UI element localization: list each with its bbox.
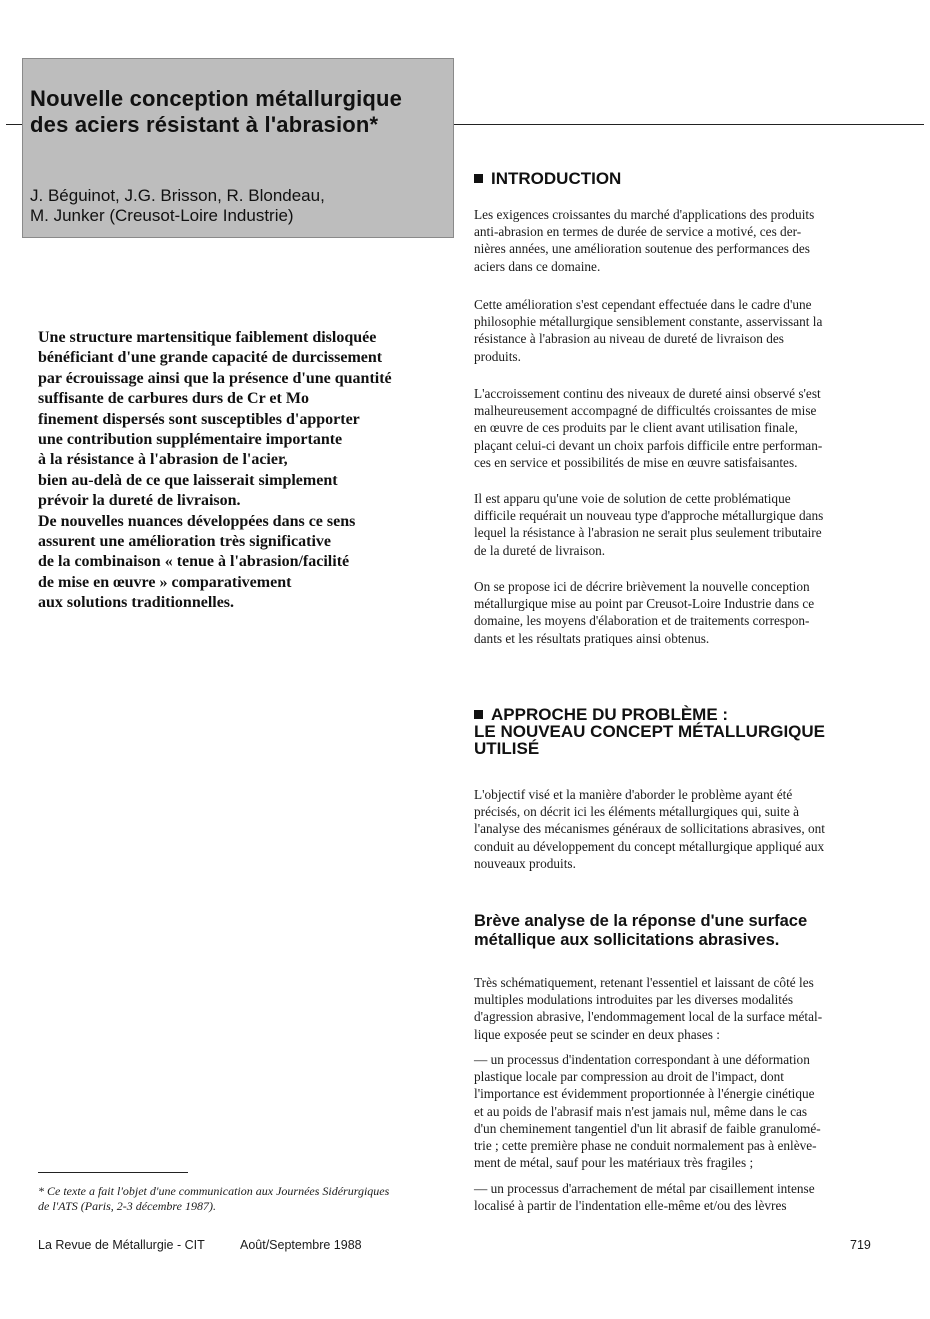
approche-paragraph: L'objectif visé et la manière d'aborder le problème ayant été précisés, on décrit ici les éléments métallurgiques qui, suite à l'analyse des mécanismes généraux de sollicitations abrasives, ont conduit au développement du concept métallurgique appliqué aux nouveaux produits. — [474, 787, 825, 871]
footnote-rule — [38, 1172, 188, 1173]
abstract-line: Une structure martensitique faiblement disloquée — [38, 329, 377, 346]
article-title-line-2: des aciers résistant à l'abrasion* — [30, 112, 379, 137]
abstract-line: bénéficiant d'une grande capacité de durcissement — [38, 349, 383, 367]
breve-list-item-2: — un processus d'arrachement de métal par cisaillement intense localisé à partir de l'indentation elle-même et/ou des lèvres — [474, 1181, 815, 1214]
abstract-line: aux solutions traditionnelles. — [38, 594, 235, 612]
abstract-line: une contribution supplémentaire importante — [38, 431, 343, 449]
authors-line-1: J. Béguinot, J.G. Brisson, R. Blondeau, — [30, 186, 325, 205]
section-heading-approche-line-2: LE NOUVEAU CONCEPT MÉTALLURGIQUE — [474, 722, 826, 741]
intro-paragraph-5: On se propose ici de décrire brièvement la nouvelle conception métallurgique mise au point par Creusot-Loire Industrie dans ce domaine, les moyens d'élaboration et de traitements correspon- dants et les résultats pratiques ainsi obtenus. — [474, 579, 815, 646]
footer-journal: La Revue de Métallurgie - CIT — [38, 1238, 205, 1252]
square-bullet-icon — [474, 710, 483, 719]
abstract-line: à la résistance à l'abrasion de l'acier, — [38, 451, 288, 469]
article-title-line-1: Nouvelle conception métallurgique — [30, 86, 403, 111]
breve-paragraph: Très schématiquement, retenant l'essentiel et laissant de côté les multiples modulations introduites par les diverses modalités d'agression abrasive, l'endommagement local de la surface métal- lique exposée peut se scinder en deux phases : — [474, 975, 823, 1042]
abstract-line: finement dispersés sont susceptibles d'apporter — [38, 410, 360, 428]
abstract-line: assurent une amélioration très significative — [38, 533, 332, 551]
abstract-line: prévoir la dureté de livraison. — [38, 492, 241, 510]
square-bullet-icon — [474, 174, 483, 183]
abstract-line: de mise en œuvre » comparativement — [38, 573, 292, 591]
intro-paragraph-3: L'accroissement continu des niveaux de dureté ainsi observé s'est malheureusement accompagné de difficultés croissantes de mise en œuvre de ces produits par le client avant utilisation finale, plaçant celui-ci devant un choix parfois difficile entre performan- ces en service et possibilités de mise en œuvre satisfaisantes. — [474, 386, 823, 470]
subsection-heading-line-2: métallique aux sollicitations abrasives. — [474, 931, 780, 949]
abstract-line: bien au-delà de ce que laisserait simplement — [38, 471, 338, 489]
page-number: 719 — [850, 1238, 871, 1252]
footnote: * Ce texte a fait l'objet d'une communication aux Journées Sidérurgiques de l'ATS (Paris, 2-3 décembre 1987). — [38, 1184, 390, 1213]
subsection-heading-line-1: Brève analyse de la réponse d'une surface — [474, 912, 808, 930]
section-heading-introduction: INTRODUCTION — [474, 170, 621, 187]
footer-date: Août/Septembre 1988 — [240, 1238, 362, 1252]
abstract-line: De nouvelles nuances développées dans ce sens — [38, 512, 356, 530]
intro-paragraph-1: Les exigences croissantes du marché d'applications des produits anti-abrasion en termes de durée de service a motivé, ces der- nières années, une amélioration soutenue des performances des aciers dans ce domaine. — [474, 207, 815, 274]
title-rule-right — [454, 124, 924, 125]
abstract-line: suffisante de carbures durs de Cr et Mo — [38, 390, 309, 408]
title-rule-left — [6, 124, 22, 125]
section-heading-approche-line-3: UTILISÉ — [474, 739, 540, 758]
abstract-line: de la combinaison « tenue à l'abrasion/facilité — [38, 553, 350, 571]
section-heading-approche: APPROCHE DU PROBLÈME : — [474, 706, 728, 723]
authors-line-2: M. Junker (Creusot-Loire Industrie) — [30, 206, 294, 225]
abstract-line: par écrouissage ainsi que la présence d'une quantité — [38, 369, 392, 387]
breve-list-item-1: — un processus d'indentation correspondant à une déformation plastique locale par compression au droit de l'impact, dont l'importance est évidemment proportionnée à l'énergie cinétique et au poids de l'abrasif mais n'est jamais nul, même dans le cas d'un cheminement tangentiel d'un lit abrasif de faible granulomé- trie ; cette première phase ne conduit normalement pas à enlève- ment de métal, sauf pour les matériaux très fragiles ; — [474, 1052, 821, 1171]
intro-paragraph-4: Il est apparu qu'une voie de solution de cette problématique difficile requérait un nouveau type d'approche métallurgique dans lequel la résistance à l'abrasion ne serait plus seulement tributaire de la dureté de livraison. — [474, 491, 824, 558]
abstract — [38, 328, 438, 614]
intro-paragraph-2: Cette amélioration s'est cependant effectuée dans le cadre d'une philosophie métallurgique sensiblement constante, asservissant la résistance à l'abrasion au niveau de dureté de livraison des produits. — [474, 297, 823, 364]
